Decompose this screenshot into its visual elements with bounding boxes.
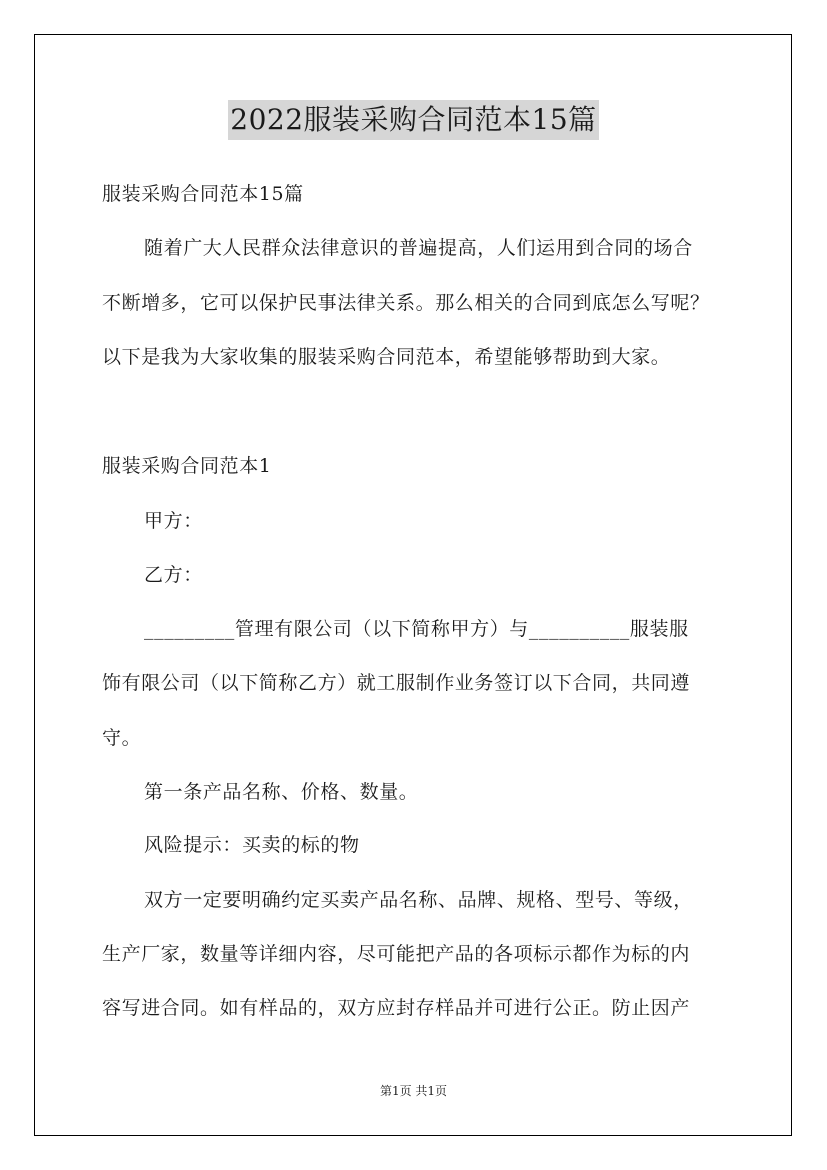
article-heading: 第一条产品名称、价格、数量。 [144, 781, 419, 803]
party-a-label: 甲方： [144, 510, 203, 532]
paragraph-line: 守。 [102, 727, 142, 749]
section-heading: 服装采购合同范本1 [102, 455, 272, 477]
paragraph-line: 生产厂家，数量等详细内容，尽可能把产品的各项标示都作为标的内 [102, 943, 691, 965]
page-footer: 第1页 共1页 [379, 1084, 448, 1098]
paragraph-line: 饰有限公司（以下简称乙方）就工服制作业务签订以下合同，共同遵 [102, 672, 691, 694]
party-b-label: 乙方： [144, 564, 203, 586]
document-title: 2022服装采购合同范本15篇 [228, 100, 598, 140]
paragraph-line: 双方一定要明确约定买卖产品名称、品牌、规格、型号、等级， [144, 889, 693, 911]
risk-note: 风险提示：买卖的标的物 [144, 834, 360, 856]
paragraph-line: _________管理有限公司（以下简称甲方）与__________服装服 [144, 618, 689, 640]
paragraph-line: 以下是我为大家收集的服装采购合同范本，希望能够帮助到大家。 [102, 346, 671, 368]
paragraph-line: 容写进合同。如有样品的，双方应封存样品并可进行公正。防止因产 [102, 997, 691, 1019]
title-block [0, 100, 827, 140]
subtitle-line: 服装采购合同范本15篇 [102, 183, 304, 205]
paragraph-line: 随着广大人民群众法律意识的普遍提高，人们运用到合同的场合 [144, 237, 693, 259]
paragraph-line: 不断增多，它可以保护民事法律关系。那么相关的合同到底怎么写呢？ [102, 292, 710, 314]
